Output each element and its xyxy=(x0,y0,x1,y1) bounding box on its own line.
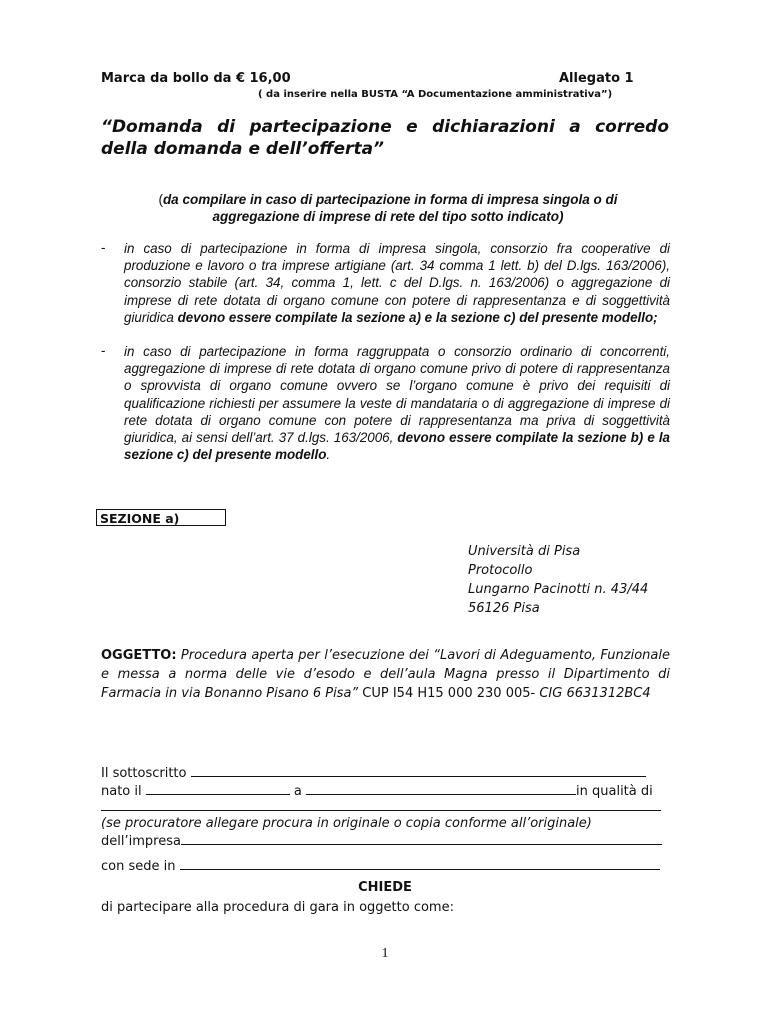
field-label: nato il xyxy=(101,784,142,799)
field-label: dell’impresa xyxy=(101,834,181,849)
envelope-note: ( da inserire nella BUSTA “A Documentazione amministrativa”) xyxy=(258,89,613,100)
company-field[interactable] xyxy=(181,832,662,845)
list-bullet: - xyxy=(101,240,106,255)
address-line: Università di Pisa xyxy=(468,544,581,559)
intro-text: da compilare in caso di partecipazione in forma di impresa singola o di aggregazione di imprese di rete del tipo sotto indicato) xyxy=(162,192,618,224)
page-number: 1 xyxy=(381,946,389,961)
list-item-emphasis: devono essere compilate la sezione b) e la sezione c) del presente modello xyxy=(124,430,670,463)
intro-paragraph xyxy=(118,191,658,225)
birth-place-field[interactable] xyxy=(306,782,576,795)
address-line: Protocollo xyxy=(468,563,533,578)
document-title: “Domanda di partecipazione e dichiarazioni a corredo della domanda e dell’offerta” xyxy=(101,117,669,159)
list-item-text: in caso di partecipazione in forma di impresa singola, consorzio fra cooperative di produzione e lavoro o tra imprese artigiane (art. 34 comma 1 lett. b) del D.lgs. 163/2006), consorzio stabile (art. 34, comma 1, lett. c del D.lgs. n. 163/2006) o aggregazione di imprese di rete dotata di organo comune con potere di rappresentanza e di soggettività giuridica xyxy=(124,241,670,325)
procuratore-note: (se procuratore allegare procura in originale o copia conforme all’originale) xyxy=(101,816,592,831)
sottoscritto-field[interactable] xyxy=(191,764,646,777)
recipient-address xyxy=(468,542,648,618)
form-line-impresa xyxy=(101,832,669,851)
address-line: 56126 Pisa xyxy=(468,601,540,616)
subject-cig: CIG 6631312BC4 xyxy=(539,686,651,701)
revenue-stamp-label: Marca da bollo da € 16,00 xyxy=(101,71,291,86)
field-label: Il sottoscritto xyxy=(101,766,187,781)
field-label: a xyxy=(293,784,302,799)
birth-date-field[interactable] xyxy=(146,782,290,795)
intro-open-paren: ( xyxy=(158,192,163,207)
request-text: di partecipare alla procedura di gara in oggetto come: xyxy=(101,900,454,915)
list-bullet: - xyxy=(101,343,106,358)
attachment-label: Allegato 1 xyxy=(559,71,634,86)
form-line-sottoscritto xyxy=(101,764,669,783)
list-item xyxy=(124,240,670,326)
list-item-emphasis: devono essere compilate la sezione a) e la sezione c) del presente modello; xyxy=(177,309,658,325)
address-line: Lungarno Pacinotti n. 43/44 xyxy=(468,582,649,597)
subject-paragraph xyxy=(101,646,670,703)
list-item-tail: . xyxy=(326,447,331,463)
field-label: in qualità di xyxy=(576,784,653,799)
list-item-text: in caso di partecipazione in forma raggruppata o consorzio ordinario di concorrenti, aggregazione di imprese di rete dotata di organo comune privo di potere di rappresentanza o sprovvista di organo comune ovvero se l’organo comune è privo dei requisiti di qualificazione richiesti per assumere la veste di mandataria o di aggregazione di imprese di rete dotata di organo comune con potere di rappresentanza ma priva di soggettività giuridica, ai sensi dell’art. 37 d.lgs. 163/2006, xyxy=(124,344,670,446)
request-heading: CHIEDE xyxy=(358,880,412,895)
list-item xyxy=(124,343,670,463)
form-line-sede xyxy=(101,857,669,876)
subject-cup: CUP I54 H15 000 230 005- xyxy=(358,686,540,701)
subject-label: OGGETTO: xyxy=(101,648,177,663)
section-a-box: SEZIONE a) xyxy=(96,509,226,526)
headquarters-field[interactable] xyxy=(180,857,660,870)
field-label: con sede in xyxy=(101,859,176,874)
subject-text: Procedura aperta per l’esecuzione dei “Lavori di Adeguamento, Funzionale e messa a norma delle vie d’esodo e dell’aula Magna presso il Dipartimento di Farmacia in via Bonanno Pisano 6 Pisa” xyxy=(101,648,670,701)
role-field[interactable] xyxy=(101,798,661,811)
